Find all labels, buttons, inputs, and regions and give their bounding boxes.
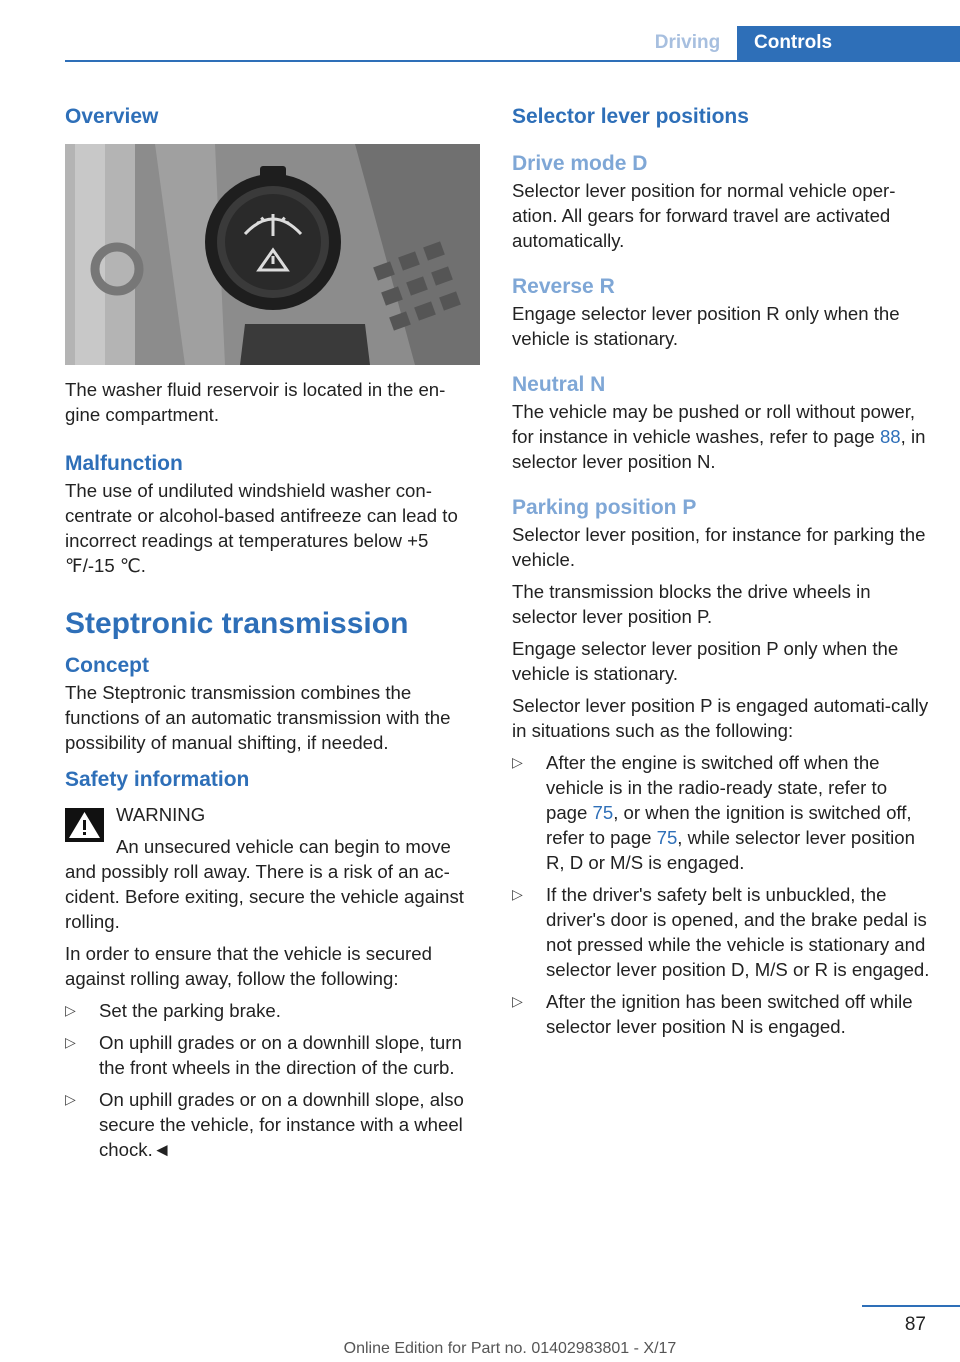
header-section: Driving — [654, 32, 721, 53]
bullet-marker: ▷ — [65, 1091, 76, 1107]
parking-text-3: Engage selector lever position P only when the vehicle is stationary. — [512, 638, 899, 684]
page-link-88[interactable]: 88 — [879, 426, 901, 447]
right-column — [512, 102, 932, 1039]
reverse-text: Engage selector lever position R only when the vehicle is stationary. — [512, 303, 900, 349]
list-item: ▷ After the ignition has been switched off while selector lever position N is engaged. — [512, 991, 913, 1037]
bullet-marker: ▷ — [65, 1034, 76, 1050]
parking-text-4: Selector lever position P is engaged automati-cally in situations such as the following: — [512, 695, 929, 741]
list-item: ▷ After the engine is switched off when the vehicle is in the radio-ready state, refer to page 75, or when the ignition is switched off, refer to page 75, while selector lever position R, D or M/S is engaged. — [512, 752, 915, 873]
warning-label: WARNING — [116, 804, 206, 825]
page-number: 87 — [904, 1314, 926, 1335]
concept-text: The Steptronic transmission combines the functions of an automatic transmission with the possibility of manual shifting, if needed. — [65, 682, 451, 753]
warning-text: An unsecured vehicle can begin to move and possibly roll away. There is a risk of an ac-cident. Before exiting, secure the vehicle against rolling. — [65, 836, 464, 932]
overview-text: The washer fluid reservoir is located in the en-gine compartment. — [65, 379, 446, 425]
neutral-title: Neutral N — [512, 373, 606, 396]
footer-rule — [862, 1305, 960, 1307]
ensure-text: In order to ensure that the vehicle is secured against rolling away, follow the following: — [65, 943, 432, 989]
list-item: ▷ On uphill grades or on a downhill slope, turn the front wheels in the direction of the curb. — [65, 1032, 462, 1078]
right-bullet-list — [512, 750, 932, 1039]
left-bullet-list — [65, 998, 480, 1162]
bullet-marker: ▷ — [65, 1002, 76, 1018]
warning-triangle-icon — [65, 808, 104, 842]
header-chapter: Controls — [737, 26, 960, 62]
washer-cap-image — [65, 144, 480, 365]
overview-title: Overview — [65, 105, 159, 128]
page-link-75[interactable]: 75 — [592, 802, 614, 823]
washer-reservoir-photo — [65, 144, 480, 365]
list-item: ▷ Set the parking brake. — [65, 1000, 281, 1021]
page-link-75[interactable]: 75 — [656, 827, 678, 848]
left-column — [65, 102, 480, 1162]
safety-title: Safety information — [65, 768, 250, 791]
concept-title: Concept — [65, 654, 149, 677]
steptronic-title: Steptronic transmission — [65, 607, 409, 640]
neutral-text: The vehicle may be pushed or roll without power, for instance in vehicle washes, refer to page 88, in selector lever position N. — [512, 401, 926, 472]
selector-title: Selector lever positions — [512, 105, 749, 128]
malfunction-text: The use of undiluted windshield washer con-centrate or alcohol-based antifreeze can lead to incorrect readings at temperatures below +5 ℉/-15 ℃. — [65, 480, 458, 576]
parking-text-1: Selector lever position, for instance for parking the vehicle. — [512, 524, 926, 570]
list-item: ▷ If the driver's safety belt is unbuckled, the driver's door is opened, and the brake pedal is not pressed while the vehicle is stationary and selector lever position D, M/S or R is engaged. — [512, 884, 930, 980]
drive-mode-text: Selector lever position for normal vehicle oper-ation. All gears for forward travel are activated automatically. — [512, 180, 896, 251]
bullet-marker: ▷ — [512, 754, 523, 770]
footer-edition: Online Edition for Part no. 01402983801 - X/17 — [343, 1340, 677, 1357]
reverse-title: Reverse R — [512, 275, 615, 298]
drive-mode-title: Drive mode D — [512, 152, 648, 175]
bullet-marker: ▷ — [512, 993, 523, 1009]
malfunction-title: Malfunction — [65, 452, 183, 475]
warning-block — [65, 802, 480, 934]
parking-text-2: The transmission blocks the drive wheels in selector lever position P. — [512, 581, 871, 627]
bullet-marker: ▷ — [512, 886, 523, 902]
parking-title: Parking position P — [512, 496, 697, 519]
list-item: ▷ On uphill grades or on a downhill slope, also secure the vehicle, for instance with a wheel chock.◄ — [65, 1089, 464, 1160]
header-rule — [65, 60, 960, 62]
